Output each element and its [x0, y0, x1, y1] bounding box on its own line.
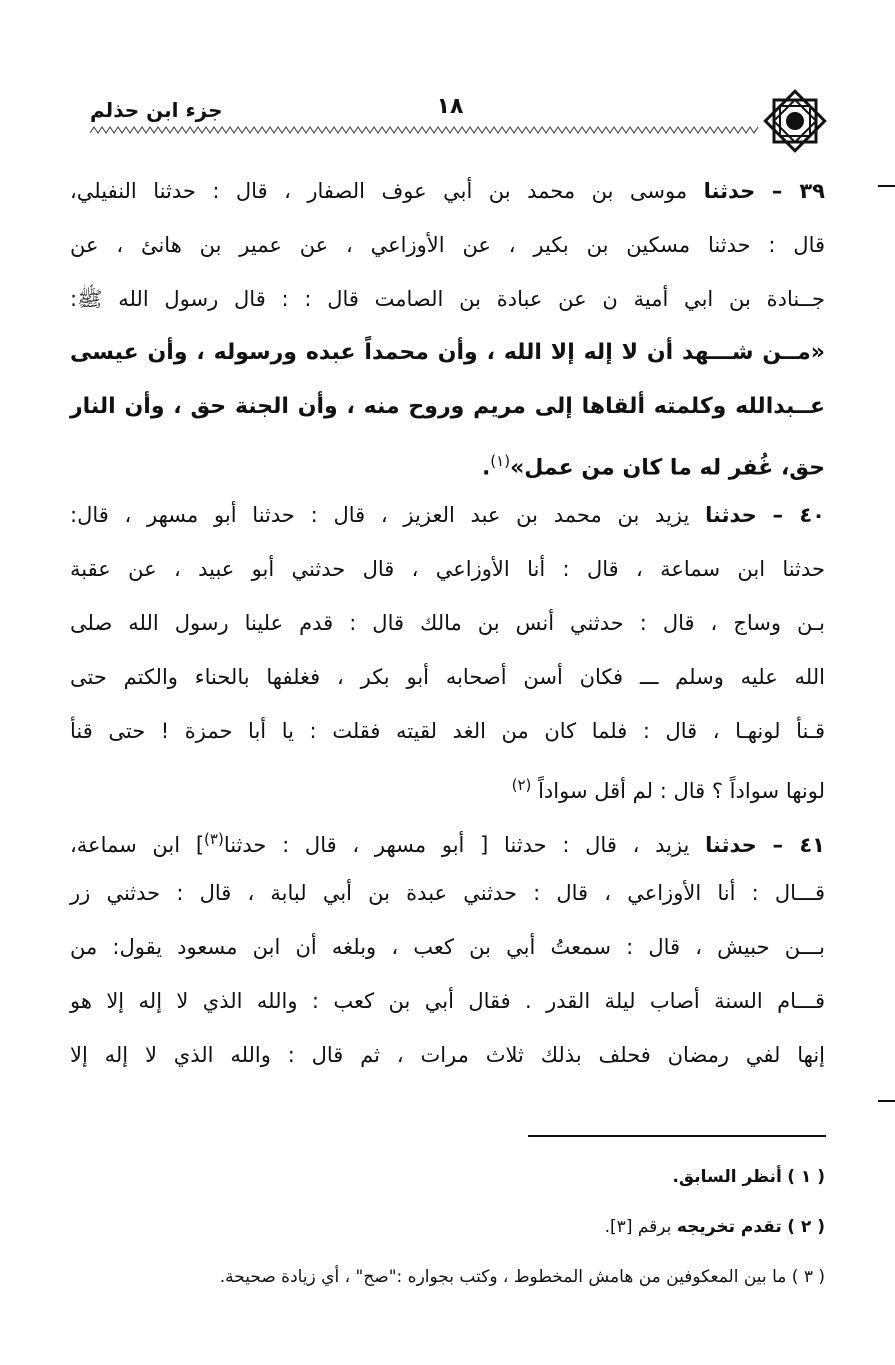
line-text: يزيد ، قال : حدثنا [ أبو مسهر ، قال : حدثنا [223, 833, 706, 857]
footnote-marker: ( ٢ ) [787, 1217, 825, 1237]
narration-lead: حدثنا [705, 503, 757, 527]
footnotes [70, 1152, 825, 1302]
footnote-ref: (٣) [204, 830, 224, 848]
star-ornament-icon [760, 86, 830, 156]
narration-lead: حدثنا [705, 833, 757, 857]
line-text: قـنأ لونهـا ، قال : فلما كان من الغد لقيته فقلت : يا أبا حمزة ! حتى قنأ [70, 719, 825, 743]
footnote-text: ما بين المعكوفين من هامش المخطوط ، وكتب بجواره :"صح" ، أي زيادة صحيحة. [219, 1267, 787, 1287]
text-line [70, 380, 825, 434]
line-text: «مــن شـــهد أن لا إله إلا الله ، وأن محمداً عبده ورسوله ، وأن عيسى [70, 340, 825, 365]
hadith-text [70, 164, 825, 1082]
line-text: حق، غُفر له ما كان من عمل» [510, 455, 825, 481]
footnote-marker: ( ١ ) [787, 1167, 825, 1187]
line-text: عــبدالله وكلمته ألقاها إلى مريم وروح منه ، وأن الجنة حق ، وأن النار [70, 394, 825, 419]
text-line [70, 434, 825, 488]
book-title: جزء ابن حذلم [90, 98, 223, 122]
line-text: قـــام السنة أصاب ليلة القدر . فقال أبي بن كعب : والله الذي لا إله إلا هو [70, 989, 825, 1013]
header-decorative-rule [90, 126, 760, 134]
text-line [70, 758, 825, 812]
line-text: حدثنا ابن سماعة ، قال : أنا الأوزاعي ، قال حدثني أبو عبيد ، عن عقبة [70, 557, 825, 581]
line-text: بـــن حبيش ، قال : سمعتُ أبي بن كعب ، وبلغه أن ابن مسعود يقول: من [70, 935, 825, 959]
page-header [90, 86, 830, 156]
hadith-number: ٣٩ – [771, 179, 825, 203]
footnote-text: تقدم تخريجه [676, 1217, 782, 1237]
hadith-number: ٤١ – [772, 833, 825, 857]
text-line [70, 488, 825, 542]
line-text: يزيد بن محمد بن عبد العزيز ، قال : حدثنا أبو مسهر ، قال: [70, 503, 706, 527]
line-text: لونها سواداً ؟ قال : لم أقل سواداً [538, 779, 825, 803]
footnote-marker: ( ٣ ) [791, 1267, 825, 1287]
line-text: إنها لفي رمضان فحلف بذلك ثلاث مرات ، ثم قال : والله الذي لا إله إلا [70, 1043, 825, 1067]
text-line [70, 164, 825, 218]
text-line [70, 272, 825, 326]
text-line [70, 974, 825, 1028]
footnote-item [70, 1202, 825, 1252]
line-text: جــنادة بن ابي أمية ن عن عبادة بن الصامت قال : : قال رسول الله ﷺ: [70, 287, 825, 311]
line-text-after: ] ابن سماعة، [70, 833, 205, 857]
margin-tick-bottom [878, 1100, 895, 1102]
text-line [70, 866, 825, 920]
footnote-ref: (١) [490, 452, 511, 470]
line-end: . [481, 455, 491, 481]
text-line [70, 650, 825, 704]
line-text: قال : حدثنا مسكين بن بكير ، عن الأوزاعي ، عن عمير بن هانئ ، عن [70, 233, 825, 257]
text-line [70, 596, 825, 650]
footnote-item [70, 1252, 825, 1302]
footnote-ref: (٢) [511, 776, 532, 794]
footnote-text: أنظر السابق. [672, 1167, 782, 1187]
text-line [70, 812, 825, 866]
margin-tick-top [878, 185, 895, 187]
text-line [70, 326, 825, 380]
footnote-item [70, 1152, 825, 1202]
hadith-number: ٤٠ – [772, 503, 825, 527]
footnote-separator [528, 1135, 826, 1137]
line-text: موسى بن محمد بن أبي عوف الصفار ، قال : حدثنا النفيلي، [70, 179, 704, 203]
text-line [70, 1028, 825, 1082]
line-text: الله عليه وسلم ـــ فكان أسن أصحابه أبو بكر ، فغلفها بالحناء والكتم حتى [70, 665, 825, 689]
line-text: قـــال : أنا الأوزاعي ، قال : حدثني عبدة بن أبي لبابة ، قال : حدثني زر [70, 881, 825, 905]
line-text: بـن وساج ، قال : حدثني أنس بن مالك قال : قدم علينا رسول الله صلى [70, 611, 825, 635]
footnote-text-rest: برقم [٣]. [604, 1217, 677, 1237]
text-line [70, 704, 825, 758]
text-line [70, 218, 825, 272]
narration-lead: حدثنا [703, 179, 756, 203]
text-line [70, 920, 825, 974]
page-number: ١٨ [436, 94, 464, 119]
text-line [70, 542, 825, 596]
